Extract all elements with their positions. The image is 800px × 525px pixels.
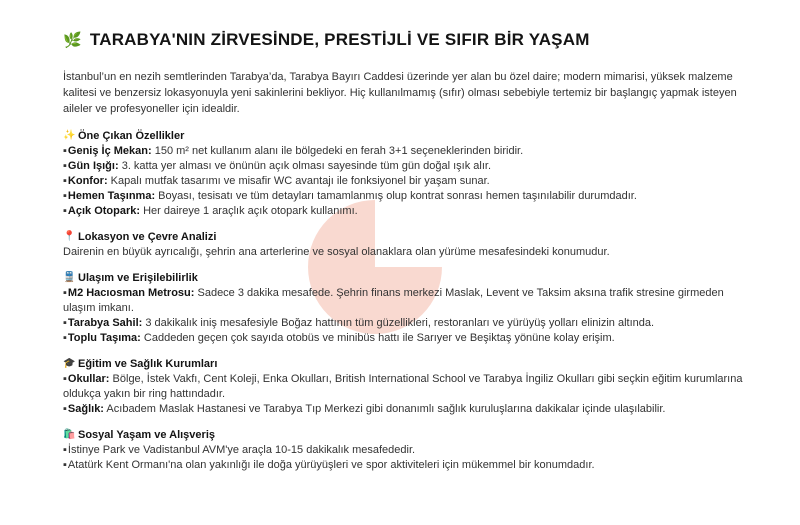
feature-label: Konfor:: [67, 175, 108, 187]
graduation-cap-icon: 🎓: [63, 358, 76, 369]
education-text: Bölge, İstek Vakfı, Cent Koleji, Enka Okulları, British International School ve Tarabya İngiliz Okulları gibi seçkin eğitim kurumlarına oldukça yakın bir ring hattındadır.: [63, 373, 743, 400]
transport-label: Toplu Taşıma:: [67, 332, 141, 344]
education-heading-text: Eğitim ve Sağlık Kurumları: [78, 358, 218, 370]
listing-content: [63, 30, 743, 484]
bullet: ▪: [63, 175, 67, 187]
transport-heading: [63, 271, 743, 285]
feature-text: 150 m² net kullanım alanı ile bölgedeki en ferah 3+1 seçeneklerinden biridir.: [151, 145, 524, 157]
education-item: [63, 402, 743, 417]
social-section: [63, 428, 743, 473]
transport-heading-text: Ulaşım ve Erişilebilirlik: [78, 272, 198, 284]
transport-text: 3 dakikalık iniş mesafesiyle Boğaz hattının tüm güzellikleri, restoranları ve yürüyüş yolları elinizin altında.: [142, 317, 655, 329]
transport-text: Caddeden geçen çok sayıda otobüs ve minibüs hattı ile Sarıyer ve Beşiktaş yönüne kolay erişim.: [140, 332, 615, 344]
bullet: ▪: [63, 145, 67, 157]
location-heading-text: Lokasyon ve Çevre Analizi: [78, 231, 217, 243]
feature-label: Açık Otopark:: [67, 205, 141, 217]
education-text: Acıbadem Maslak Hastanesi ve Tarabya Tıp Merkezi gibi donanımlı sağlık kuruluşlarına dakikalar içinde ulaşılabilir.: [103, 403, 666, 415]
feature-item: [63, 174, 743, 189]
feature-text: Her daireye 1 araçlık açık otopark kullanımı.: [140, 205, 358, 217]
shopping-bags-icon: 🛍️: [63, 429, 76, 440]
feature-text: 3. katta yer alması ve önünün açık olması sayesinde tüm gün doğal ışık alır.: [118, 160, 492, 172]
pin-icon: 📍: [63, 231, 76, 242]
social-heading-text: Sosyal Yaşam ve Alışveriş: [78, 429, 215, 441]
features-section: [63, 129, 743, 219]
bullet: ▪: [63, 287, 67, 299]
education-item: [63, 372, 743, 402]
bullet: ▪: [63, 459, 67, 471]
bullet: ▪: [63, 317, 67, 329]
leaf-icon: 🌿: [63, 32, 82, 49]
page-title: [63, 30, 743, 50]
transport-item: [63, 331, 743, 346]
feature-text: Kapalı mutfak tasarımı ve misafir WC avantajı ile fonksiyonel bir yaşam sunar.: [107, 175, 490, 187]
bullet: ▪: [63, 403, 67, 415]
feature-label: Hemen Taşınma:: [67, 190, 156, 202]
location-heading: [63, 230, 743, 244]
location-section: [63, 230, 743, 260]
sparkles-icon: ✨: [63, 130, 76, 141]
social-item: [63, 443, 743, 458]
transport-item: [63, 316, 743, 331]
feature-item: [63, 144, 743, 159]
social-text: Atatürk Kent Ormanı'na olan yakınlığı ile doğa yürüyüşleri ve spor aktiviteleri için mükemmel bir konumdadır.: [67, 459, 595, 471]
education-heading: [63, 357, 743, 371]
transport-text: Sadece 3 dakika mesafede. Şehrin finans merkezi Maslak, Levent ve Taksim aksına trafik stresine girmeden ulaşım imkanı.: [63, 287, 724, 314]
feature-item: [63, 204, 743, 219]
intro-paragraph: İstanbul’un en nezih semtlerinden Tarabya’da, Tarabya Bayırı Caddesi üzerinde yer alan bu özel daire; modern mimarisi, yüksek malzeme kalitesi ve benzersiz lokasyonuyla yeni sakinlerini bekliyor. Hiç kullanılmamış (sıfır) olması sebebiyle tertemiz bir başlangıç yapmak isteyen aileler ve profesyoneller için idealdir.: [63, 71, 737, 115]
education-section: [63, 357, 743, 417]
features-heading: [63, 129, 743, 143]
page-title-text: TARABYA'NIN ZİRVESİNDE, PRESTİJLİ VE SIFIR BİR YAŞAM: [89, 30, 590, 49]
location-text: Dairenin en büyük ayrıcalığı, şehrin ana arterlerine ve sosyal olanaklara olan yürüme mesafesindeki konumudur.: [63, 246, 610, 258]
bullet: ▪: [63, 444, 67, 456]
social-heading: [63, 428, 743, 442]
train-icon: 🚆: [63, 272, 76, 283]
education-label: Sağlık:: [67, 403, 104, 415]
feature-text: Boyası, tesisatı ve tüm detayları tamamlanmış olup kontrat sonrası hemen taşınılabilir durumdadır.: [155, 190, 637, 202]
feature-label: Geniş İç Mekan:: [67, 145, 152, 157]
bullet: ▪: [63, 373, 67, 385]
feature-item: [63, 189, 743, 204]
education-label: Okullar:: [67, 373, 110, 385]
feature-label: Gün Işığı:: [67, 160, 119, 172]
bullet: ▪: [63, 205, 67, 217]
features-heading-text: Öne Çıkan Özellikler: [78, 130, 185, 142]
transport-label: M2 Hacıosman Metrosu:: [67, 287, 195, 299]
feature-item: [63, 159, 743, 174]
social-item: [63, 458, 743, 473]
transport-section: [63, 271, 743, 346]
transport-label: Tarabya Sahil:: [67, 317, 143, 329]
social-text: İstinye Park ve Vadistanbul AVM'ye araçla 10-15 dakikalık mesafededir.: [67, 444, 416, 456]
bullet: ▪: [63, 190, 67, 202]
bullet: ▪: [63, 160, 67, 172]
transport-item: [63, 286, 743, 316]
bullet: ▪: [63, 332, 67, 344]
